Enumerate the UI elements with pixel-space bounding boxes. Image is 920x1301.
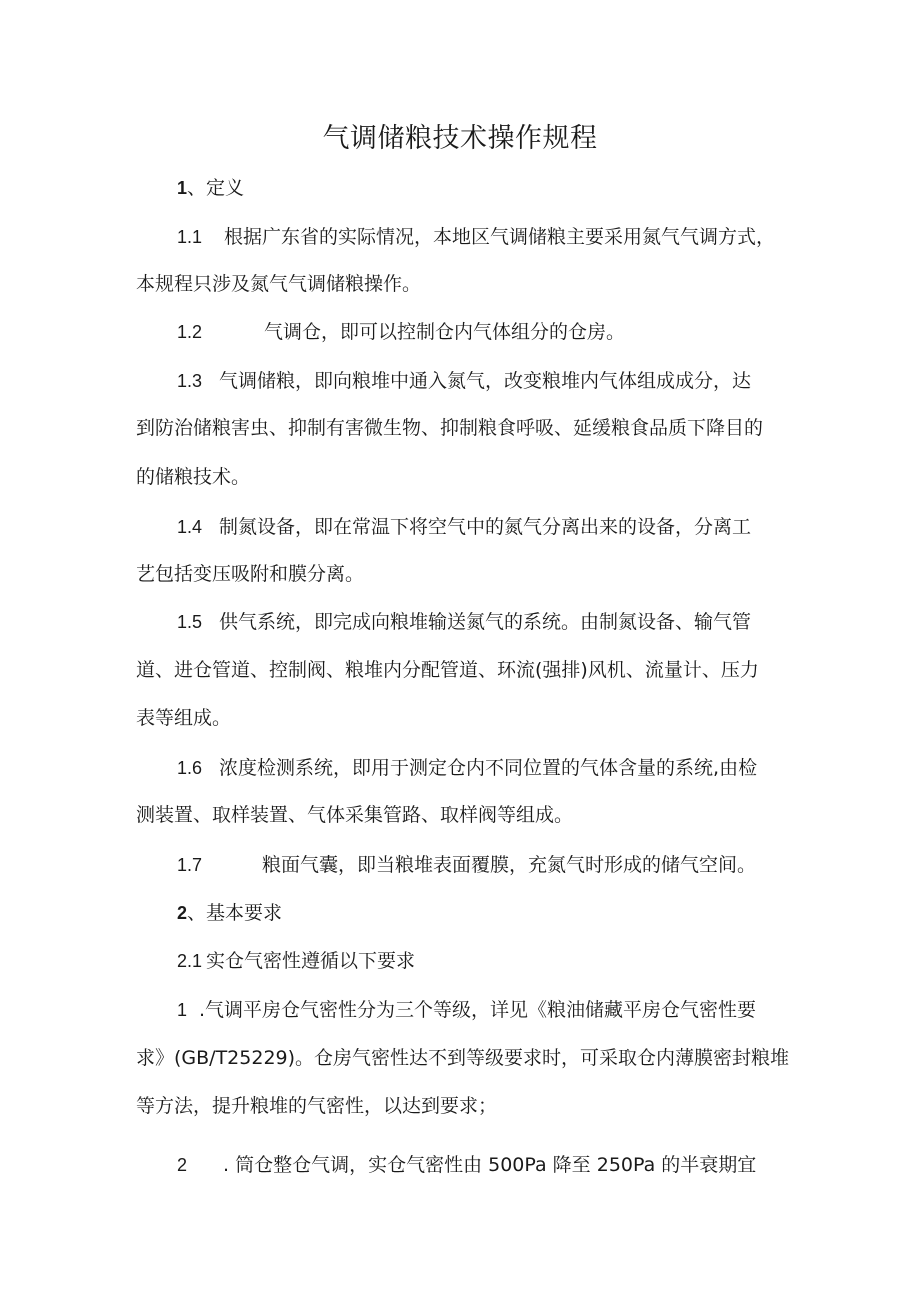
clause-1-1-text-1: 根据广东省的实际情况，本地区气调储粮主要采用氮气气调方式， — [224, 226, 776, 248]
document-title: 气调储粮技术操作规程 — [322, 123, 598, 154]
clause-1-3-number: 1.3 — [177, 371, 203, 391]
clause-1-1-number: 1.1 — [177, 227, 203, 247]
clause-1-4-text-2: 艺包括变压吸附和膜分离。 — [136, 563, 365, 585]
clause-1-6-line-2 — [136, 800, 573, 830]
clause-2-1-text-1: 实仓气密性遵循以下要求 — [206, 950, 416, 972]
clause-1-4-line-2 — [136, 559, 364, 589]
clause-1-5-number: 1.5 — [177, 612, 203, 632]
clause-1-7-line-1 — [177, 850, 756, 880]
section-2-number: 2 — [177, 903, 188, 923]
clause-1-3-text-2: 到防治储粮害虫、抑制有害微生物、抑制粮食呼吸、延缓粮食品质下降目的 — [136, 417, 764, 439]
clause-1-6-line-1 — [177, 753, 757, 783]
clause-1-7-text-1: 粮面气囊，即当粮堆表面覆膜，充氮气时形成的储气空间。 — [262, 854, 757, 876]
item-2-line-1 — [177, 1150, 756, 1180]
clause-1-6-number: 1.6 — [177, 758, 203, 778]
item-1-text-3: 等方法，提升粮堆的气密性，以达到要求； — [136, 1095, 498, 1117]
clause-1-5-text-2: 道、进仓管道、控制阀、粮堆内分配管道、环流(强排)风机、流量计、压力 — [136, 659, 759, 681]
clause-1-5-text-1: 供气系统，即完成向粮堆输送氮气的系统。由制氮设备、输气管 — [219, 611, 752, 633]
item-1-line-1 — [177, 995, 756, 1025]
section-1-heading — [177, 173, 244, 203]
clause-1-2-number: 1.2 — [177, 322, 203, 342]
item-1-text-1: .气调平房仓气密性分为三个等级，详见《粮油储藏平房仓气密性要 — [199, 999, 757, 1021]
clause-1-5-line-1 — [177, 607, 751, 637]
clause-1-4-number: 1.4 — [177, 517, 203, 537]
clause-1-4-text-1: 制氮设备，即在常温下将空气中的氮气分离出来的设备，分离工 — [219, 516, 752, 538]
clause-1-6-text-1: 浓度检测系统，即用于测定仓内不同位置的气体含量的系统,由检 — [219, 757, 758, 779]
clause-2-1-line-1 — [177, 946, 415, 976]
item-1-line-2 — [136, 1043, 789, 1073]
item-1-line-3 — [136, 1091, 497, 1121]
clause-1-1-line-1 — [177, 222, 775, 252]
clause-1-1-text-2: 本规程只涉及氮气气调储粮操作。 — [136, 273, 422, 295]
clause-1-2-text-1: 气调仓，即可以控制仓内气体组分的仓房。 — [264, 321, 626, 343]
clause-1-4-line-1 — [177, 512, 751, 542]
item-1-number: 1 — [177, 1000, 188, 1020]
clause-1-3-line-2 — [136, 413, 763, 443]
clause-1-6-text-2: 测装置、取样装置、气体采集管路、取样阀等组成。 — [136, 804, 574, 826]
clause-1-2-line-1 — [177, 317, 625, 347]
section-1-title: 、定义 — [187, 177, 245, 199]
section-2-heading — [177, 898, 282, 928]
section-2-title: 、基本要求 — [187, 902, 283, 924]
clause-1-1-line-2 — [136, 269, 421, 299]
clause-1-5-text-3: 表等组成。 — [136, 707, 232, 729]
item-2-number: 2 — [177, 1155, 188, 1175]
clause-1-3-text-3: 的储粮技术。 — [136, 466, 251, 488]
clause-1-3-line-3 — [136, 462, 250, 492]
item-2-text-1: . 筒仓整仓气调，实仓气密性由 500Pa 降至 250Pa 的半衰期宜 — [223, 1154, 757, 1176]
clause-1-7-number: 1.7 — [177, 855, 203, 875]
clause-1-5-line-3 — [136, 703, 231, 733]
clause-1-3-text-1: 气调储粮，即向粮堆中通入氮气，改变粮堆内气体组成成分，达 — [219, 370, 752, 392]
clause-1-5-line-2 — [136, 655, 759, 685]
clause-2-1-number: 2.1 — [177, 951, 203, 971]
clause-1-3-line-1 — [177, 366, 751, 396]
section-1-number: 1 — [177, 178, 188, 198]
item-1-text-2: 求》(GB/T25229)。仓房气密性达不到等级要求时，可采取仓内薄膜密封粮堆 — [136, 1047, 790, 1069]
